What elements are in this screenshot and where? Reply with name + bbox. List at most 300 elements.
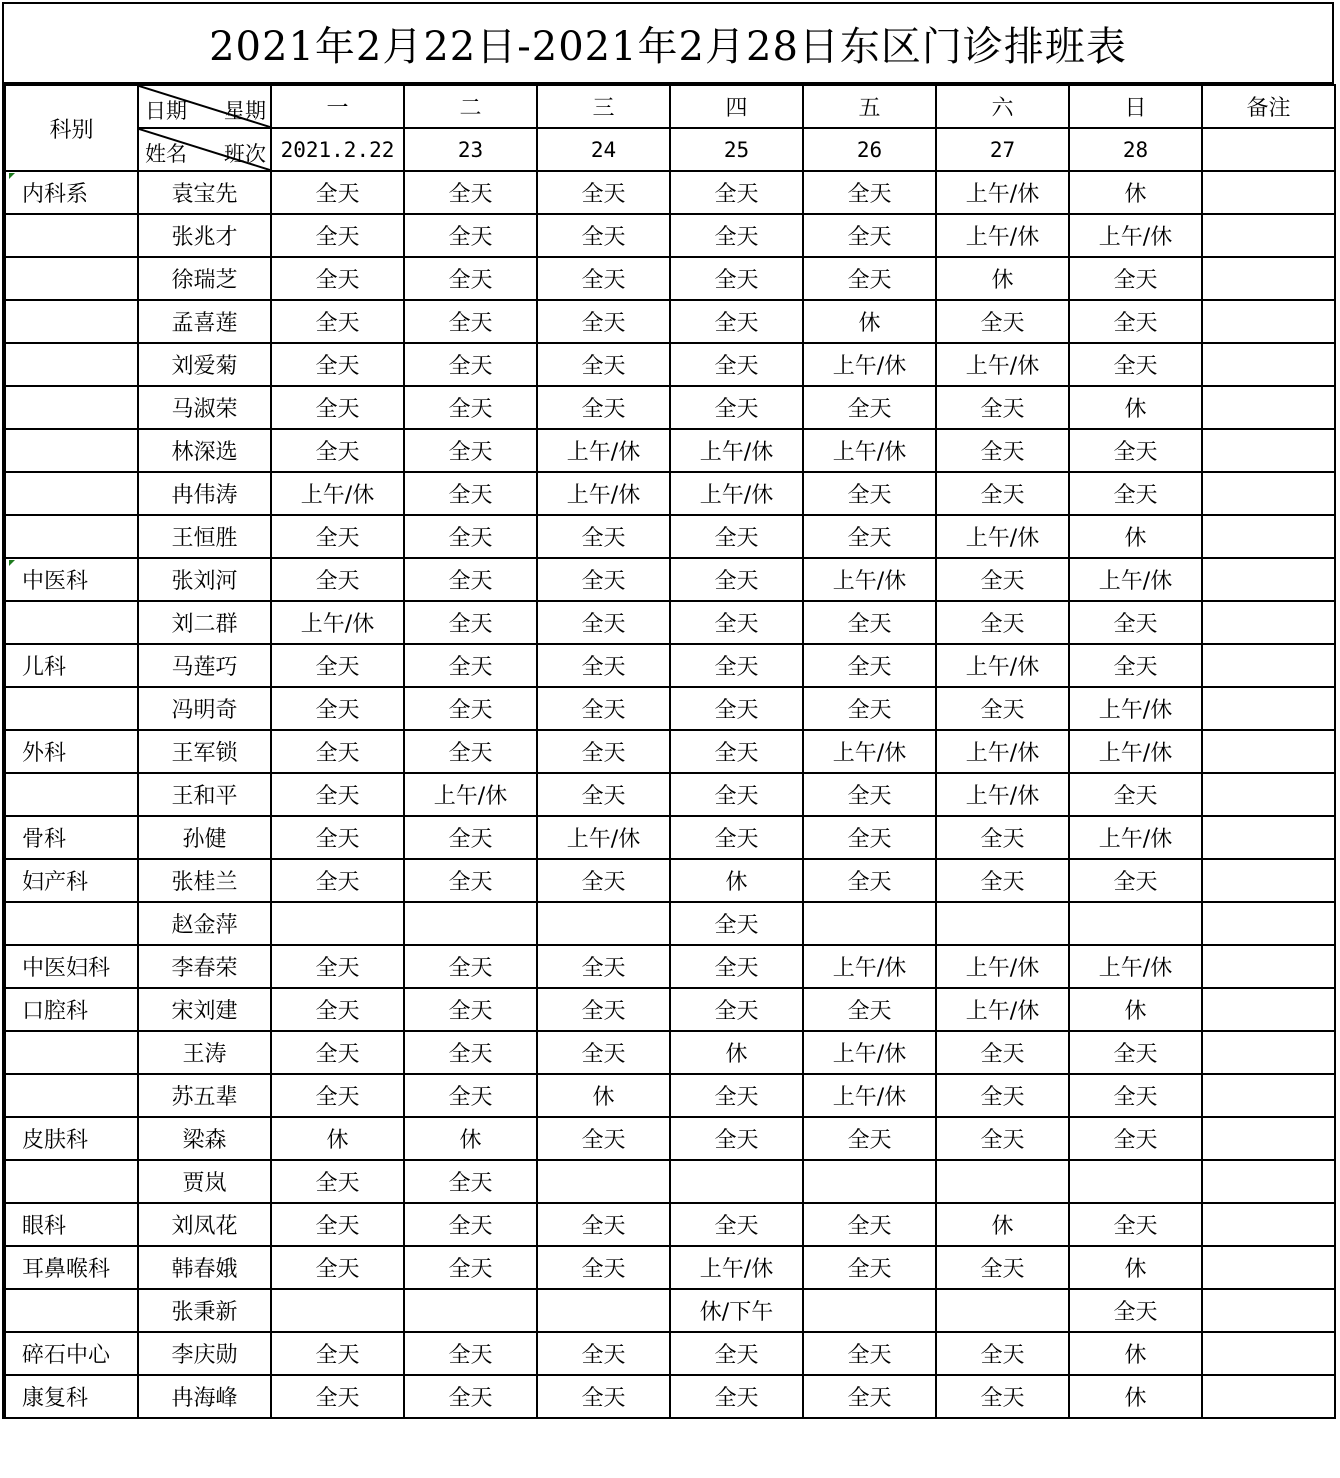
header-dept: 科别 <box>5 85 138 171</box>
table-row <box>5 386 1335 429</box>
shift-cell: 全天 <box>404 343 537 386</box>
shift-cell: 全天 <box>670 816 803 859</box>
shift-cell: 全天 <box>670 515 803 558</box>
shift-cell <box>1069 902 1202 945</box>
staff-name-cell: 苏五辈 <box>138 1074 271 1117</box>
table-row <box>5 515 1335 558</box>
shift-cell: 全天 <box>803 171 936 214</box>
shift-cell: 全天 <box>271 429 404 472</box>
shift-cell: 全天 <box>271 343 404 386</box>
table-row <box>5 1074 1335 1117</box>
shift-cell: 全天 <box>670 644 803 687</box>
shift-cell: 上午/休 <box>404 773 537 816</box>
dept-cell <box>5 1203 138 1246</box>
header-shift-label: 班次 <box>224 142 266 166</box>
shift-cell: 休 <box>803 300 936 343</box>
staff-name-cell: 孟喜莲 <box>138 300 271 343</box>
dept-cell <box>5 558 138 601</box>
dept-cell <box>5 343 138 386</box>
shift-cell: 全天 <box>670 257 803 300</box>
shift-cell <box>271 1289 404 1332</box>
shift-cell: 全天 <box>803 988 936 1031</box>
shift-cell: 全天 <box>803 644 936 687</box>
staff-name-cell: 李庆勋 <box>138 1332 271 1375</box>
shift-cell: 上午/休 <box>670 472 803 515</box>
dept-cell <box>5 902 138 945</box>
shift-cell: 全天 <box>670 300 803 343</box>
shift-cell: 全天 <box>537 1117 670 1160</box>
dept-label: 碎石中心 <box>22 1343 111 1368</box>
shift-cell: 上午/休 <box>936 773 1069 816</box>
table-row <box>5 1289 1335 1332</box>
shift-cell: 上午/休 <box>803 1074 936 1117</box>
header-date: 27 <box>936 128 1069 171</box>
remarks-cell <box>1202 1117 1335 1160</box>
shift-cell: 休 <box>1069 1332 1202 1375</box>
shift-cell: 全天 <box>404 171 537 214</box>
shift-cell: 全天 <box>537 1031 670 1074</box>
shift-cell: 上午/休 <box>803 1031 936 1074</box>
shift-cell: 全天 <box>1069 257 1202 300</box>
shift-cell: 全天 <box>936 386 1069 429</box>
dept-cell <box>5 300 138 343</box>
header-name-label: 姓名 <box>145 142 187 166</box>
staff-name-cell: 王涛 <box>138 1031 271 1074</box>
remarks-cell <box>1202 1203 1335 1246</box>
remarks-cell <box>1202 773 1335 816</box>
staff-name-cell: 赵金萍 <box>138 902 271 945</box>
shift-cell: 全天 <box>803 816 936 859</box>
shift-cell <box>404 902 537 945</box>
shift-cell: 全天 <box>1069 1117 1202 1160</box>
remarks-cell <box>1202 386 1335 429</box>
shift-cell: 上午/休 <box>936 945 1069 988</box>
shift-cell: 全天 <box>1069 859 1202 902</box>
header-date: 26 <box>803 128 936 171</box>
shift-cell: 全天 <box>537 257 670 300</box>
shift-cell: 全天 <box>271 730 404 773</box>
shift-cell: 休 <box>670 859 803 902</box>
shift-cell <box>271 902 404 945</box>
shift-cell <box>537 902 670 945</box>
shift-cell: 全天 <box>404 945 537 988</box>
shift-cell: 全天 <box>404 429 537 472</box>
table-row <box>5 859 1335 902</box>
shift-cell: 全天 <box>271 257 404 300</box>
table-row <box>5 257 1335 300</box>
dept-cell <box>5 1160 138 1203</box>
shift-cell: 全天 <box>537 644 670 687</box>
staff-name-cell: 马莲巧 <box>138 644 271 687</box>
shift-cell: 全天 <box>404 1074 537 1117</box>
shift-cell: 全天 <box>404 730 537 773</box>
dept-label: 外科 <box>22 741 67 766</box>
shift-cell: 上午/休 <box>936 988 1069 1031</box>
staff-name-cell: 梁森 <box>138 1117 271 1160</box>
shift-cell: 全天 <box>271 171 404 214</box>
table-row <box>5 1031 1335 1074</box>
dept-cell <box>5 773 138 816</box>
dept-label: 内科系 <box>22 182 89 207</box>
shift-cell: 全天 <box>537 386 670 429</box>
dept-cell <box>5 1031 138 1074</box>
shift-cell: 全天 <box>537 515 670 558</box>
header-date: 2021.2.22 <box>271 128 404 171</box>
header-row-weekdays <box>5 85 1335 128</box>
shift-cell: 全天 <box>936 1117 1069 1160</box>
shift-cell: 全天 <box>803 859 936 902</box>
shift-cell: 全天 <box>1069 601 1202 644</box>
staff-name-cell: 冯明奇 <box>138 687 271 730</box>
shift-cell: 全天 <box>404 472 537 515</box>
dept-cell <box>5 1289 138 1332</box>
shift-cell: 上午/休 <box>803 429 936 472</box>
staff-name-cell: 徐瑞芝 <box>138 257 271 300</box>
shift-cell: 全天 <box>670 386 803 429</box>
shift-cell: 全天 <box>404 300 537 343</box>
shift-cell: 上午/休 <box>1069 816 1202 859</box>
shift-cell: 全天 <box>537 988 670 1031</box>
shift-cell: 全天 <box>271 773 404 816</box>
shift-cell: 休 <box>537 1074 670 1117</box>
shift-cell: 全天 <box>404 1246 537 1289</box>
dept-cell <box>5 816 138 859</box>
table-row <box>5 1332 1335 1375</box>
staff-name-cell: 张刘河 <box>138 558 271 601</box>
shift-cell: 全天 <box>1069 644 1202 687</box>
remarks-cell <box>1202 300 1335 343</box>
header-date: 24 <box>537 128 670 171</box>
dept-cell <box>5 644 138 687</box>
shift-cell: 休 <box>1069 1375 1202 1418</box>
shift-cell: 上午/休 <box>936 644 1069 687</box>
shift-cell: 全天 <box>670 1332 803 1375</box>
shift-cell: 全天 <box>404 257 537 300</box>
shift-cell: 全天 <box>803 687 936 730</box>
shift-cell: 全天 <box>1069 429 1202 472</box>
shift-cell: 全天 <box>670 343 803 386</box>
shift-cell: 全天 <box>803 1375 936 1418</box>
shift-cell: 上午/休 <box>803 945 936 988</box>
staff-name-cell: 李春荣 <box>138 945 271 988</box>
remarks-cell <box>1202 171 1335 214</box>
shift-cell: 全天 <box>1069 773 1202 816</box>
shift-cell <box>936 902 1069 945</box>
shift-cell: 全天 <box>803 773 936 816</box>
shift-cell: 全天 <box>936 816 1069 859</box>
remarks-cell <box>1202 687 1335 730</box>
staff-name-cell: 张秉新 <box>138 1289 271 1332</box>
shift-cell: 上午/休 <box>936 343 1069 386</box>
shift-cell: 全天 <box>936 1246 1069 1289</box>
shift-cell: 全天 <box>537 687 670 730</box>
shift-cell: 全天 <box>1069 343 1202 386</box>
shift-cell: 全天 <box>271 515 404 558</box>
remarks-cell <box>1202 214 1335 257</box>
staff-name-cell: 韩春娥 <box>138 1246 271 1289</box>
header-weekday: 四 <box>670 85 803 128</box>
shift-cell: 全天 <box>537 558 670 601</box>
remarks-cell <box>1202 902 1335 945</box>
shift-cell: 全天 <box>670 171 803 214</box>
shift-cell: 全天 <box>271 1031 404 1074</box>
shift-cell: 全天 <box>271 859 404 902</box>
shift-cell: 全天 <box>271 816 404 859</box>
dept-cell <box>5 1375 138 1418</box>
remarks-cell <box>1202 988 1335 1031</box>
table-row <box>5 1160 1335 1203</box>
shift-cell: 全天 <box>271 1375 404 1418</box>
table-row <box>5 343 1335 386</box>
remarks-cell <box>1202 1375 1335 1418</box>
shift-cell: 全天 <box>271 1203 404 1246</box>
dept-cell <box>5 1332 138 1375</box>
dept-cell <box>5 945 138 988</box>
shift-cell: 上午/休 <box>537 816 670 859</box>
shift-cell: 全天 <box>537 1375 670 1418</box>
remarks-cell <box>1202 1074 1335 1117</box>
shift-cell: 全天 <box>936 472 1069 515</box>
remarks-cell <box>1202 1289 1335 1332</box>
shift-cell: 上午/休 <box>1069 687 1202 730</box>
shift-cell: 全天 <box>537 601 670 644</box>
staff-name-cell: 贾岚 <box>138 1160 271 1203</box>
dept-cell <box>5 1246 138 1289</box>
shift-cell: 休 <box>1069 171 1202 214</box>
cell-comment-marker <box>9 560 15 566</box>
dept-cell <box>5 601 138 644</box>
table-row <box>5 1203 1335 1246</box>
remarks-cell <box>1202 644 1335 687</box>
shift-cell <box>537 1160 670 1203</box>
staff-name-cell: 孙健 <box>138 816 271 859</box>
remarks-cell <box>1202 1160 1335 1203</box>
shift-cell <box>803 1289 936 1332</box>
shift-cell: 休 <box>1069 386 1202 429</box>
table-row <box>5 558 1335 601</box>
shift-cell: 全天 <box>404 644 537 687</box>
remarks-cell <box>1202 601 1335 644</box>
dept-label: 中医科 <box>22 569 89 594</box>
schedule-table <box>4 84 1336 1419</box>
shift-cell: 上午/休 <box>1069 945 1202 988</box>
cell-comment-marker <box>9 173 15 179</box>
shift-cell: 休 <box>1069 515 1202 558</box>
table-row <box>5 773 1335 816</box>
dept-cell <box>5 257 138 300</box>
shift-cell: 全天 <box>271 644 404 687</box>
shift-cell: 全天 <box>670 730 803 773</box>
dept-cell <box>5 1074 138 1117</box>
shift-cell: 全天 <box>670 601 803 644</box>
remarks-cell <box>1202 429 1335 472</box>
header-weekday-label: 星期 <box>224 99 266 123</box>
header-weekday: 日 <box>1069 85 1202 128</box>
header-date: 25 <box>670 128 803 171</box>
shift-cell: 全天 <box>803 1332 936 1375</box>
shift-cell <box>803 1160 936 1203</box>
remarks-cell <box>1202 1246 1335 1289</box>
staff-name-cell: 刘凤花 <box>138 1203 271 1246</box>
table-row <box>5 730 1335 773</box>
shift-cell: 全天 <box>537 171 670 214</box>
shift-cell: 全天 <box>404 515 537 558</box>
table-row <box>5 687 1335 730</box>
staff-name-cell: 宋刘建 <box>138 988 271 1031</box>
shift-cell: 上午/休 <box>670 429 803 472</box>
shift-cell: 休 <box>936 1203 1069 1246</box>
shift-cell: 全天 <box>670 558 803 601</box>
dept-cell <box>5 730 138 773</box>
shift-cell: 全天 <box>936 300 1069 343</box>
shift-cell: 上午/休 <box>803 343 936 386</box>
shift-cell: 全天 <box>803 1246 936 1289</box>
shift-cell: 全天 <box>537 343 670 386</box>
dept-label: 骨科 <box>22 827 67 852</box>
header-weekday: 三 <box>537 85 670 128</box>
shift-cell: 全天 <box>670 687 803 730</box>
dept-cell <box>5 859 138 902</box>
dept-cell <box>5 687 138 730</box>
shift-cell: 全天 <box>670 988 803 1031</box>
header-date: 23 <box>404 128 537 171</box>
shift-cell: 上午/休 <box>537 472 670 515</box>
staff-name-cell: 王和平 <box>138 773 271 816</box>
header-remarks-blank <box>1202 128 1335 171</box>
schedule-body <box>5 171 1335 1418</box>
shift-cell: 休 <box>1069 988 1202 1031</box>
shift-cell <box>404 1289 537 1332</box>
remarks-cell <box>1202 1332 1335 1375</box>
dept-label: 眼科 <box>22 1214 67 1239</box>
staff-name-cell: 冉伟涛 <box>138 472 271 515</box>
shift-cell: 全天 <box>271 386 404 429</box>
shift-cell: 休 <box>936 257 1069 300</box>
shift-cell: 全天 <box>670 1203 803 1246</box>
table-row <box>5 945 1335 988</box>
dept-label: 中医妇科 <box>22 956 111 981</box>
table-row <box>5 472 1335 515</box>
shift-cell: 全天 <box>537 773 670 816</box>
shift-cell: 全天 <box>537 1246 670 1289</box>
shift-cell <box>537 1289 670 1332</box>
shift-cell: 全天 <box>271 300 404 343</box>
shift-cell: 上午/休 <box>936 171 1069 214</box>
dept-cell <box>5 429 138 472</box>
staff-name-cell: 张桂兰 <box>138 859 271 902</box>
shift-cell: 全天 <box>670 214 803 257</box>
dept-label: 耳鼻喉科 <box>22 1257 111 1282</box>
shift-cell: 全天 <box>803 601 936 644</box>
shift-cell: 全天 <box>271 558 404 601</box>
schedule-sheet <box>2 2 1334 1419</box>
shift-cell: 全天 <box>670 773 803 816</box>
shift-cell: 全天 <box>404 386 537 429</box>
dept-label: 康复科 <box>22 1386 89 1411</box>
shift-cell: 全天 <box>404 214 537 257</box>
shift-cell: 全天 <box>537 300 670 343</box>
shift-cell: 全天 <box>271 1160 404 1203</box>
table-row <box>5 1246 1335 1289</box>
remarks-cell <box>1202 859 1335 902</box>
shift-cell: 全天 <box>404 1332 537 1375</box>
table-row <box>5 601 1335 644</box>
table-row <box>5 214 1335 257</box>
shift-cell: 全天 <box>1069 1074 1202 1117</box>
shift-cell: 全天 <box>670 1117 803 1160</box>
header-weekday: 五 <box>803 85 936 128</box>
shift-cell: 上午/休 <box>936 515 1069 558</box>
dept-label: 皮肤科 <box>22 1128 89 1153</box>
shift-cell <box>1069 1160 1202 1203</box>
remarks-cell <box>1202 515 1335 558</box>
remarks-cell <box>1202 945 1335 988</box>
shift-cell: 全天 <box>1069 300 1202 343</box>
shift-cell: 上午/休 <box>271 472 404 515</box>
shift-cell: 休 <box>404 1117 537 1160</box>
staff-name-cell: 冉海峰 <box>138 1375 271 1418</box>
staff-name-cell: 袁宝先 <box>138 171 271 214</box>
shift-cell: 全天 <box>670 1375 803 1418</box>
shift-cell: 上午/休 <box>271 601 404 644</box>
header-weekday: 一 <box>271 85 404 128</box>
header-weekday: 二 <box>404 85 537 128</box>
shift-cell: 上午/休 <box>1069 730 1202 773</box>
dept-cell <box>5 1117 138 1160</box>
header-date-label: 日期 <box>145 99 187 123</box>
table-row <box>5 644 1335 687</box>
dept-cell <box>5 171 138 214</box>
shift-cell: 全天 <box>1069 472 1202 515</box>
shift-cell: 全天 <box>936 601 1069 644</box>
shift-cell: 休 <box>271 1117 404 1160</box>
shift-cell: 全天 <box>404 859 537 902</box>
shift-cell: 全天 <box>404 816 537 859</box>
shift-cell: 全天 <box>537 1203 670 1246</box>
staff-name-cell: 马淑荣 <box>138 386 271 429</box>
staff-name-cell: 刘二群 <box>138 601 271 644</box>
shift-cell: 上午/休 <box>936 214 1069 257</box>
shift-cell: 全天 <box>936 859 1069 902</box>
header-date: 28 <box>1069 128 1202 171</box>
shift-cell: 休 <box>1069 1246 1202 1289</box>
staff-name-cell: 王恒胜 <box>138 515 271 558</box>
shift-cell: 全天 <box>936 1332 1069 1375</box>
shift-cell: 全天 <box>670 945 803 988</box>
page-title: 2021年2月22日-2021年2月28日东区门诊排班表 <box>4 4 1334 84</box>
shift-cell: 上午/休 <box>936 730 1069 773</box>
shift-cell: 全天 <box>936 558 1069 601</box>
header-diag-bottom <box>138 128 271 171</box>
shift-cell: 上午/休 <box>537 429 670 472</box>
table-row <box>5 1117 1335 1160</box>
shift-cell: 上午/休 <box>803 730 936 773</box>
shift-cell <box>936 1160 1069 1203</box>
shift-cell: 上午/休 <box>1069 558 1202 601</box>
staff-name-cell: 刘爱菊 <box>138 343 271 386</box>
staff-name-cell: 王军锁 <box>138 730 271 773</box>
shift-cell: 全天 <box>271 1246 404 1289</box>
shift-cell: 全天 <box>1069 1289 1202 1332</box>
shift-cell <box>936 1289 1069 1332</box>
shift-cell: 全天 <box>803 257 936 300</box>
shift-cell: 全天 <box>537 214 670 257</box>
remarks-cell <box>1202 257 1335 300</box>
table-row <box>5 816 1335 859</box>
shift-cell: 全天 <box>271 988 404 1031</box>
shift-cell: 全天 <box>803 386 936 429</box>
shift-cell: 全天 <box>404 1375 537 1418</box>
